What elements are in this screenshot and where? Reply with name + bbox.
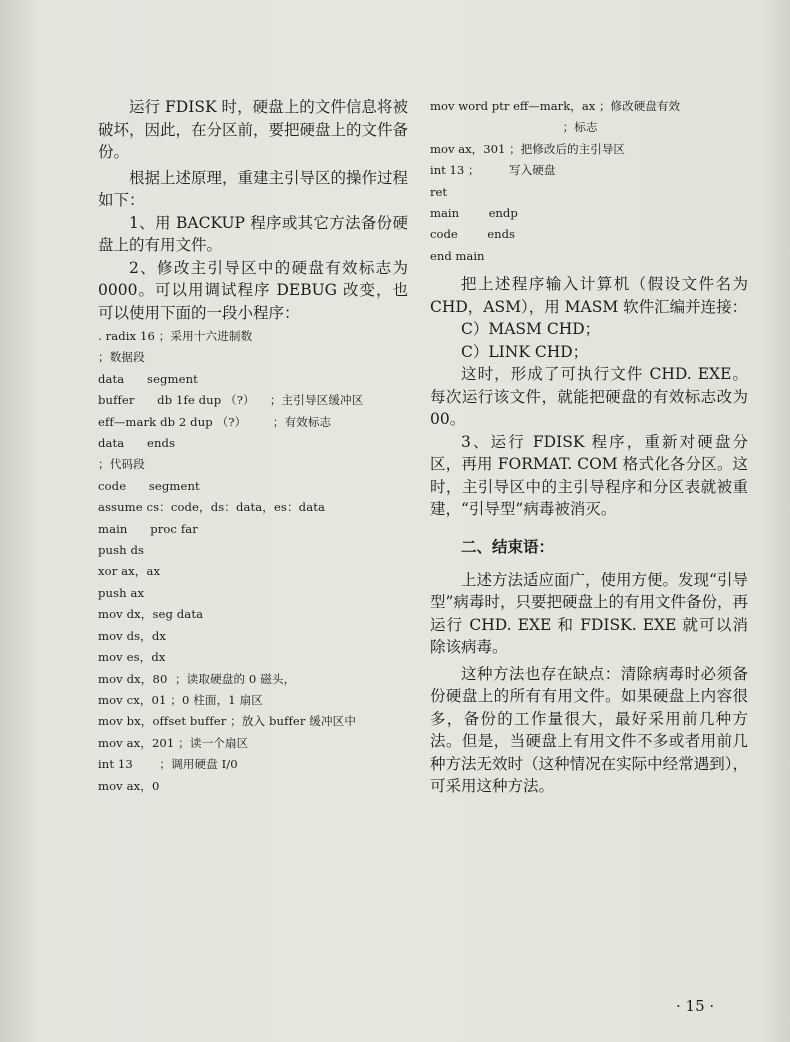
code-line: data ends — [98, 436, 176, 451]
code-line: ret — [430, 184, 448, 199]
code-line: main endp — [430, 206, 518, 221]
code-line: assume cs：code，ds：data，es：data — [98, 500, 325, 515]
code-line: mov dx，seg data — [98, 607, 204, 622]
code-line: . radix 16 ；采用十六进制数 — [98, 329, 253, 343]
right-column — [430, 96, 748, 798]
code-line: mov es，dx — [98, 650, 166, 665]
paragraph: 把上述程序输入计算机（假设文件名为 CHD，ASM），用 MASM 软件汇编并连接： — [430, 275, 748, 316]
command-line: C）MASM CHD； — [461, 320, 601, 339]
code-line: int 13 ；调用硬盘 I/0 — [98, 757, 238, 772]
paragraph: 这时，形成了可执行文件 CHD. EXE。每次运行该文件，就能把硬盘的有效标志改为 00。 — [430, 365, 748, 429]
code-listing-continued — [430, 96, 748, 267]
paragraph: 这种方法也存在缺点：清除病毒时必须备份硬盘上的所有有用文件。如果硬盘上内容很多，备份的工作量很大，最好采用前几种方法。但是，当硬盘上有用文件不多或者用前几种方法无效时（这种情况在实际中经常遇到），可采用这种方法。 — [430, 664, 748, 796]
code-line: mov ax，0 — [98, 778, 160, 793]
left-column — [98, 96, 408, 797]
code-line: xor ax，ax — [98, 564, 161, 579]
code-line: mov dx，80 ；读取硬盘的 0 磁头， — [98, 671, 296, 686]
code-line: mov bx，offset buffer ；放入 buffer 缓冲区中 — [98, 714, 357, 729]
code-line: push ds — [98, 543, 145, 558]
section-heading: 二、结束语： — [461, 537, 555, 556]
code-line: mov ax，201 ；读一个扇区 — [98, 735, 249, 750]
code-line: code ends — [430, 227, 515, 242]
paragraph: 2、修改主引导区中的硬盘有效标志为 0000。可以用调试程序 DEBUG 改变，也可以使用下面的一段小程序： — [98, 258, 408, 322]
code-line: mov cx，01 ；0 柱面，1 扇区 — [98, 692, 263, 707]
paragraph: 上述方法适应面广，使用方便。发现“引导型”病毒时，只要把硬盘上的有用文件备份，再运行 CHD. EXE 和 FDISK. EXE 就可以消除该病毒。 — [430, 570, 748, 657]
code-line: end main — [430, 248, 485, 263]
paragraph: 运行 FDISK 时，硬盘上的文件信息将被破坏，因此，在分区前，要把硬盘上的文件备份。 — [98, 98, 409, 161]
code-line: ；代码段 — [98, 457, 145, 472]
code-line: ；标志 — [430, 120, 598, 135]
code-line: int 13 ； 写入硬盘 — [430, 163, 556, 178]
paragraph: 根据上述原理，重建主引导区的操作过程如下： — [98, 168, 409, 209]
code-line: mov ax，301 ；把修改后的主引导区 — [430, 141, 626, 156]
command-line: C）LINK CHD； — [461, 342, 589, 361]
code-line: mov ds，dx — [98, 628, 167, 643]
code-listing — [98, 326, 408, 797]
code-line: ；数据段 — [98, 350, 145, 365]
page-number: · 15 · — [676, 997, 715, 1015]
code-line: push ax — [98, 585, 145, 600]
code-line: main proc far — [98, 521, 198, 536]
paragraph: 3、运行 FDISK 程序，重新对硬盘分区，再用 FORMAT. COM 格式化各分区。这时，主引导区中的主引导程序和分区表就被重建，“引导型”病毒被消灭。 — [430, 432, 748, 519]
code-line: code segment — [98, 478, 200, 493]
paragraph: 1、用 BACKUP 程序或其它方法备份硬盘上的有用文件。 — [98, 213, 408, 254]
code-line: data segment — [98, 371, 198, 386]
code-line: eff—mark db 2 dup （?） ；有效标志 — [98, 414, 332, 429]
code-line: buffer db 1fe dup （?） ；主引导区缓冲区 — [98, 393, 364, 408]
code-line: mov word ptr eff—mark，ax ；修改硬盘有效 — [430, 99, 681, 113]
